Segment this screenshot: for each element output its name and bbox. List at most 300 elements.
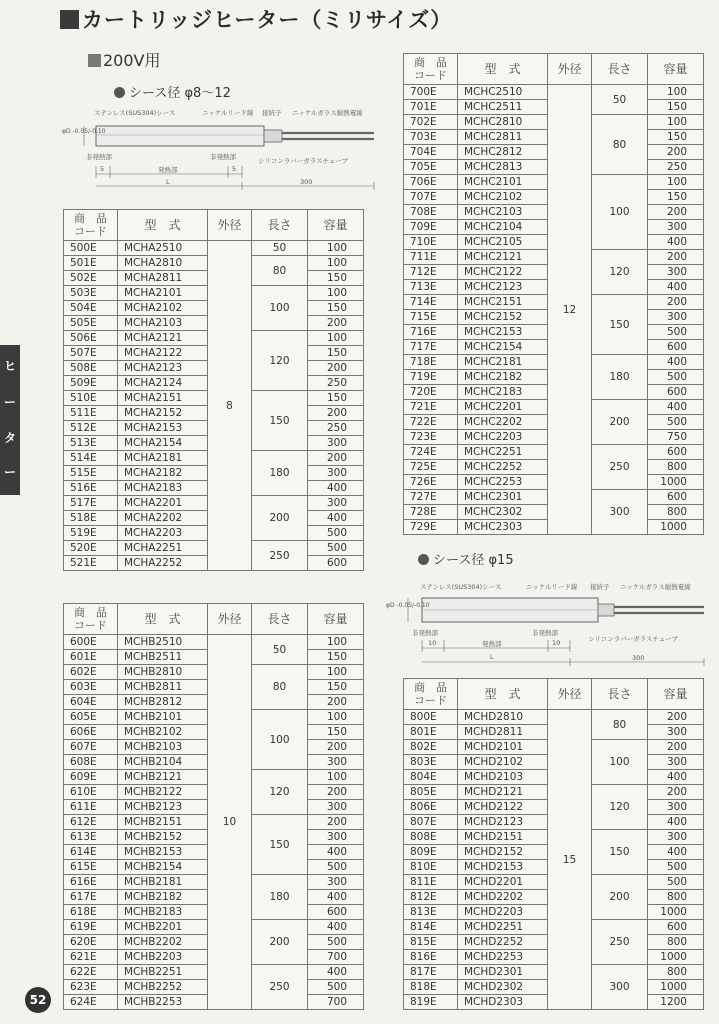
spec-table-mchc	[403, 53, 704, 535]
cell-capacity: 1000	[648, 950, 704, 965]
cell-model: MCHB2251	[118, 965, 208, 980]
cell-code: 716E	[404, 325, 458, 340]
cell-model: MCHC2511	[458, 100, 548, 115]
cell-capacity: 100	[648, 85, 704, 100]
cell-length: 200	[592, 400, 648, 445]
cell-length: 100	[252, 710, 308, 770]
cell-capacity: 200	[308, 406, 364, 421]
header-od: 外径	[548, 54, 592, 85]
sheath-heading-large-text: シース径 φ15	[433, 553, 514, 568]
cell-model: MCHB2202	[118, 935, 208, 950]
cell-model: MCHB2812	[118, 695, 208, 710]
cell-capacity: 1000	[648, 475, 704, 490]
spec-table-mcha	[63, 209, 364, 571]
cell-model: MCHC2101	[458, 175, 548, 190]
cell-length: 180	[252, 451, 308, 496]
cell-capacity: 400	[308, 845, 364, 860]
cell-model: MCHD2253	[458, 950, 548, 965]
cell-model: MCHA2124	[118, 376, 208, 391]
cell-code: 727E	[404, 490, 458, 505]
header-od: 外径	[208, 210, 252, 241]
table-row	[64, 241, 364, 256]
cell-capacity: 600	[648, 340, 704, 355]
cell-code: 503E	[64, 286, 118, 301]
cell-code: 721E	[404, 400, 458, 415]
dim-10-right: 10	[552, 639, 561, 647]
cell-code: 719E	[404, 370, 458, 385]
label-nonheat-left: 非発熱部	[86, 153, 112, 161]
cell-model: MCHC2152	[458, 310, 548, 325]
cell-model: MCHC2104	[458, 220, 548, 235]
cell-model: MCHC2510	[458, 85, 548, 100]
cell-capacity: 300	[308, 496, 364, 511]
cell-capacity: 200	[648, 295, 704, 310]
header-length: 長さ	[252, 210, 308, 241]
cell-model: MCHA2181	[118, 451, 208, 466]
dim-300: 300	[300, 178, 313, 186]
heater-diagram-large-drawing	[386, 578, 716, 670]
cell-code: 801E	[404, 725, 458, 740]
cell-model: MCHC2122	[458, 265, 548, 280]
cell-capacity: 150	[308, 725, 364, 740]
side-tab	[0, 345, 20, 495]
side-tab-char: ー	[3, 465, 16, 479]
cell-code: 613E	[64, 830, 118, 845]
cell-model: MCHC2251	[458, 445, 548, 460]
cell-model: MCHB2152	[118, 830, 208, 845]
cell-capacity: 500	[308, 860, 364, 875]
label-nickel-lead: ニッケルリード線	[526, 583, 578, 591]
cell-code: 724E	[404, 445, 458, 460]
cell-capacity: 200	[648, 145, 704, 160]
cell-model: MCHA2123	[118, 361, 208, 376]
cell-model: MCHD2121	[458, 785, 548, 800]
cell-model: MCHD2152	[458, 845, 548, 860]
cell-code: 501E	[64, 256, 118, 271]
cell-code: 702E	[404, 115, 458, 130]
cell-capacity: 400	[648, 770, 704, 785]
cell-capacity: 150	[648, 100, 704, 115]
cell-code: 711E	[404, 250, 458, 265]
cell-code: 712E	[404, 265, 458, 280]
label-diameter: φD -0.05/-0.10	[62, 128, 106, 135]
cell-model: MCHD2123	[458, 815, 548, 830]
cell-code: 718E	[404, 355, 458, 370]
header-model: 型 式	[118, 210, 208, 241]
cell-capacity: 600	[648, 920, 704, 935]
cell-model: MCHC2202	[458, 415, 548, 430]
cell-code: 802E	[404, 740, 458, 755]
cell-code: 713E	[404, 280, 458, 295]
cell-capacity: 300	[308, 436, 364, 451]
cell-capacity: 200	[648, 710, 704, 725]
cell-capacity: 100	[648, 175, 704, 190]
cell-capacity: 500	[308, 541, 364, 556]
cell-code: 800E	[404, 710, 458, 725]
table-row	[64, 635, 364, 650]
cell-model: MCHC2182	[458, 370, 548, 385]
cell-code: 810E	[404, 860, 458, 875]
label-sheath: ステンレス(SUS304)シース	[420, 583, 502, 591]
cell-capacity: 1200	[648, 995, 704, 1010]
cell-code: 618E	[64, 905, 118, 920]
cell-capacity: 500	[308, 935, 364, 950]
cell-model: MCHB2103	[118, 740, 208, 755]
spec-table-mchb	[63, 603, 364, 1010]
cell-code: 510E	[64, 391, 118, 406]
cell-capacity: 400	[648, 235, 704, 250]
header-od: 外径	[208, 604, 252, 635]
cell-code: 610E	[64, 785, 118, 800]
cell-model: MCHB2510	[118, 635, 208, 650]
cell-length: 100	[592, 175, 648, 250]
cell-model: MCHB2104	[118, 755, 208, 770]
cell-code: 515E	[64, 466, 118, 481]
cell-capacity: 400	[308, 965, 364, 980]
cell-capacity: 300	[648, 220, 704, 235]
cell-capacity: 300	[648, 310, 704, 325]
cell-length: 150	[592, 295, 648, 355]
cell-model: MCHD2252	[458, 935, 548, 950]
cell-model: MCHC2151	[458, 295, 548, 310]
cell-outer-diameter: 12	[548, 85, 592, 535]
cell-capacity: 300	[308, 800, 364, 815]
cell-capacity: 300	[308, 755, 364, 770]
cell-length: 100	[592, 740, 648, 785]
cell-code: 707E	[404, 190, 458, 205]
cell-capacity: 300	[308, 830, 364, 845]
cell-model: MCHD2122	[458, 800, 548, 815]
cell-code: 611E	[64, 800, 118, 815]
cell-code: 621E	[64, 950, 118, 965]
cell-length: 250	[252, 541, 308, 571]
cell-model: MCHC2201	[458, 400, 548, 415]
cell-code: 811E	[404, 875, 458, 890]
header-od: 外径	[548, 679, 592, 710]
cell-model: MCHC2812	[458, 145, 548, 160]
cell-length: 80	[592, 115, 648, 175]
cell-model: MCHB2511	[118, 650, 208, 665]
cell-capacity: 200	[308, 695, 364, 710]
cell-code: 601E	[64, 650, 118, 665]
cell-model: MCHA2202	[118, 511, 208, 526]
cell-code: 804E	[404, 770, 458, 785]
cell-model: MCHD2301	[458, 965, 548, 980]
cell-model: MCHD2302	[458, 980, 548, 995]
page-number: 52	[25, 987, 51, 1013]
cell-model: MCHD2811	[458, 725, 548, 740]
cell-capacity: 100	[648, 115, 704, 130]
cell-model: MCHC2102	[458, 190, 548, 205]
cell-capacity: 100	[308, 635, 364, 650]
cell-capacity: 150	[308, 271, 364, 286]
cell-code: 606E	[64, 725, 118, 740]
header-code: 商 品 コード	[404, 54, 458, 85]
cell-model: MCHC2301	[458, 490, 548, 505]
cell-code: 615E	[64, 860, 118, 875]
cell-capacity: 1000	[648, 905, 704, 920]
cell-model: MCHA2811	[118, 271, 208, 286]
cell-code: 520E	[64, 541, 118, 556]
cell-capacity: 600	[648, 385, 704, 400]
cell-code: 704E	[404, 145, 458, 160]
cell-capacity: 750	[648, 430, 704, 445]
cell-capacity: 600	[648, 445, 704, 460]
cell-code: 504E	[64, 301, 118, 316]
cell-code: 616E	[64, 875, 118, 890]
cell-capacity: 100	[308, 710, 364, 725]
label-heating: 発熱部	[482, 640, 502, 648]
cell-length: 120	[592, 785, 648, 830]
cell-model: MCHC2252	[458, 460, 548, 475]
cell-code: 710E	[404, 235, 458, 250]
label-silicone-tube: シリコンラバーガラスチューブ	[588, 635, 678, 643]
cell-code: 506E	[64, 331, 118, 346]
cell-capacity: 150	[648, 190, 704, 205]
cell-capacity: 800	[648, 460, 704, 475]
cell-model: MCHA2510	[118, 241, 208, 256]
cell-capacity: 400	[648, 355, 704, 370]
cell-code: 511E	[64, 406, 118, 421]
cell-model: MCHA2151	[118, 391, 208, 406]
cell-model: MCHB2123	[118, 800, 208, 815]
cell-capacity: 400	[308, 920, 364, 935]
cell-model: MCHC2253	[458, 475, 548, 490]
cell-capacity: 100	[308, 256, 364, 271]
cell-model: MCHB2151	[118, 815, 208, 830]
cell-code: 818E	[404, 980, 458, 995]
cell-length: 250	[252, 965, 308, 1010]
label-heating: 発熱部	[158, 166, 178, 174]
cell-model: MCHA2810	[118, 256, 208, 271]
sheath-heading-small-text: シース径 φ8〜12	[129, 86, 231, 101]
label-glass-wire: ニッケルガラス耐熱電線	[620, 583, 691, 591]
cell-capacity: 800	[648, 505, 704, 520]
dim-L: L	[166, 178, 170, 186]
cell-model: MCHA2121	[118, 331, 208, 346]
cell-length: 120	[592, 250, 648, 295]
cell-model: MCHB2181	[118, 875, 208, 890]
cell-model: MCHA2251	[118, 541, 208, 556]
label-silicone-tube: シリコンラバーガラスチューブ	[258, 157, 348, 165]
cell-model: MCHA2154	[118, 436, 208, 451]
cell-code: 723E	[404, 430, 458, 445]
dim-10-left: 10	[428, 639, 437, 647]
table-row	[404, 85, 704, 100]
cell-capacity: 200	[308, 785, 364, 800]
cell-capacity: 250	[308, 421, 364, 436]
header-length: 長さ	[592, 54, 648, 85]
sheath-heading-large	[418, 549, 514, 568]
cell-length: 150	[252, 815, 308, 875]
cell-model: MCHC2105	[458, 235, 548, 250]
cell-length: 50	[252, 635, 308, 665]
cell-capacity: 500	[648, 325, 704, 340]
cell-capacity: 300	[648, 725, 704, 740]
cell-capacity: 250	[308, 376, 364, 391]
cell-code: 517E	[64, 496, 118, 511]
cell-code: 812E	[404, 890, 458, 905]
dim-5-right: 5	[232, 165, 237, 173]
cell-length: 300	[592, 490, 648, 535]
cell-model: MCHB2101	[118, 710, 208, 725]
label-sheath: ステンレス(SUS304)シース	[94, 109, 176, 117]
cell-model: MCHB2183	[118, 905, 208, 920]
dim-L: L	[490, 653, 494, 661]
cell-capacity: 300	[648, 755, 704, 770]
table-header-row	[404, 54, 704, 85]
cell-capacity: 500	[648, 875, 704, 890]
cell-code: 726E	[404, 475, 458, 490]
cell-length: 150	[252, 391, 308, 451]
cell-model: MCHC2121	[458, 250, 548, 265]
cell-capacity: 100	[308, 665, 364, 680]
cell-capacity: 100	[308, 286, 364, 301]
label-nonheat-right: 非発熱部	[210, 153, 236, 161]
header-model: 型 式	[458, 54, 548, 85]
header-capacity: 容量	[308, 210, 364, 241]
cell-code: 819E	[404, 995, 458, 1010]
cell-code: 703E	[404, 130, 458, 145]
cell-capacity: 200	[308, 361, 364, 376]
cell-capacity: 300	[308, 466, 364, 481]
cell-model: MCHB2810	[118, 665, 208, 680]
cell-model: MCHC2810	[458, 115, 548, 130]
cell-code: 521E	[64, 556, 118, 571]
cell-capacity: 400	[648, 280, 704, 295]
cell-capacity: 200	[308, 815, 364, 830]
cell-capacity: 600	[308, 905, 364, 920]
cell-code: 809E	[404, 845, 458, 860]
cell-capacity: 200	[308, 740, 364, 755]
cell-model: MCHD2102	[458, 755, 548, 770]
cell-code: 815E	[404, 935, 458, 950]
cell-code: 605E	[64, 710, 118, 725]
cell-code: 717E	[404, 340, 458, 355]
cell-code: 620E	[64, 935, 118, 950]
cell-length: 180	[252, 875, 308, 920]
cell-capacity: 700	[308, 995, 364, 1010]
cell-capacity: 400	[648, 815, 704, 830]
cell-capacity: 400	[648, 400, 704, 415]
cell-model: MCHA2103	[118, 316, 208, 331]
voltage-text: 200V用	[103, 51, 161, 70]
cell-model: MCHA2152	[118, 406, 208, 421]
cell-capacity: 150	[308, 346, 364, 361]
cell-model: MCHD2251	[458, 920, 548, 935]
cell-capacity: 200	[648, 250, 704, 265]
header-capacity: 容量	[648, 679, 704, 710]
cell-code: 814E	[404, 920, 458, 935]
cell-code: 725E	[404, 460, 458, 475]
cell-code: 602E	[64, 665, 118, 680]
label-nonheat-right: 非発熱部	[532, 629, 558, 637]
cell-code: 622E	[64, 965, 118, 980]
cell-capacity: 400	[648, 845, 704, 860]
cell-code: 519E	[64, 526, 118, 541]
label-diameter: φD -0.05/-0.10	[386, 602, 430, 609]
table-header-row	[64, 210, 364, 241]
cell-code: 516E	[64, 481, 118, 496]
cell-model: MCHC2813	[458, 160, 548, 175]
cell-code: 600E	[64, 635, 118, 650]
cell-capacity: 200	[648, 740, 704, 755]
cell-outer-diameter: 15	[548, 710, 592, 1010]
cell-code: 604E	[64, 695, 118, 710]
cell-capacity: 200	[648, 205, 704, 220]
cell-code: 816E	[404, 950, 458, 965]
circle-bullet-icon	[114, 87, 125, 98]
heater-diagram-small-drawing	[62, 104, 392, 196]
cell-model: MCHD2810	[458, 710, 548, 725]
side-tab-char: ー	[3, 395, 16, 409]
cell-capacity: 100	[308, 331, 364, 346]
cell-length: 100	[252, 286, 308, 331]
cell-code: 728E	[404, 505, 458, 520]
cell-length: 200	[252, 920, 308, 965]
cell-capacity: 250	[648, 160, 704, 175]
cell-code: 513E	[64, 436, 118, 451]
cell-code: 715E	[404, 310, 458, 325]
cell-code: 502E	[64, 271, 118, 286]
cell-model: MCHD2202	[458, 890, 548, 905]
spec-table-mchd	[403, 678, 704, 1010]
cell-code: 617E	[64, 890, 118, 905]
cell-code: 807E	[404, 815, 458, 830]
cell-model: MCHB2203	[118, 950, 208, 965]
cell-capacity: 200	[308, 316, 364, 331]
cell-model: MCHB2122	[118, 785, 208, 800]
cell-model: MCHC2153	[458, 325, 548, 340]
cell-model: MCHA2101	[118, 286, 208, 301]
cell-code: 614E	[64, 845, 118, 860]
cell-code: 805E	[404, 785, 458, 800]
cell-code: 701E	[404, 100, 458, 115]
cell-model: MCHD2201	[458, 875, 548, 890]
cell-code: 708E	[404, 205, 458, 220]
cell-capacity: 150	[308, 301, 364, 316]
cell-length: 250	[592, 920, 648, 965]
cell-capacity: 1000	[648, 520, 704, 535]
cell-code: 806E	[404, 800, 458, 815]
cell-model: MCHB2201	[118, 920, 208, 935]
cell-length: 80	[252, 256, 308, 286]
header-length: 長さ	[252, 604, 308, 635]
cell-length: 200	[252, 496, 308, 541]
cell-model: MCHA2153	[118, 421, 208, 436]
cell-code: 709E	[404, 220, 458, 235]
cell-capacity: 200	[308, 451, 364, 466]
cell-capacity: 400	[308, 481, 364, 496]
square-bullet-icon	[60, 10, 79, 29]
header-model: 型 式	[458, 679, 548, 710]
heater-diagram-large	[386, 578, 716, 670]
cell-model: MCHB2121	[118, 770, 208, 785]
table-row	[404, 710, 704, 725]
cell-code: 624E	[64, 995, 118, 1010]
cell-capacity: 500	[648, 370, 704, 385]
cell-capacity: 1000	[648, 980, 704, 995]
label-glass-wire: ニッケルガラス耐熱電線	[292, 109, 363, 117]
cell-model: MCHB2102	[118, 725, 208, 740]
cell-code: 509E	[64, 376, 118, 391]
square-bullet-icon	[88, 54, 101, 67]
cell-capacity: 300	[648, 800, 704, 815]
cell-model: MCHD2101	[458, 740, 548, 755]
heater-diagram-small	[62, 104, 392, 196]
cell-capacity: 150	[648, 130, 704, 145]
cell-capacity: 400	[308, 511, 364, 526]
